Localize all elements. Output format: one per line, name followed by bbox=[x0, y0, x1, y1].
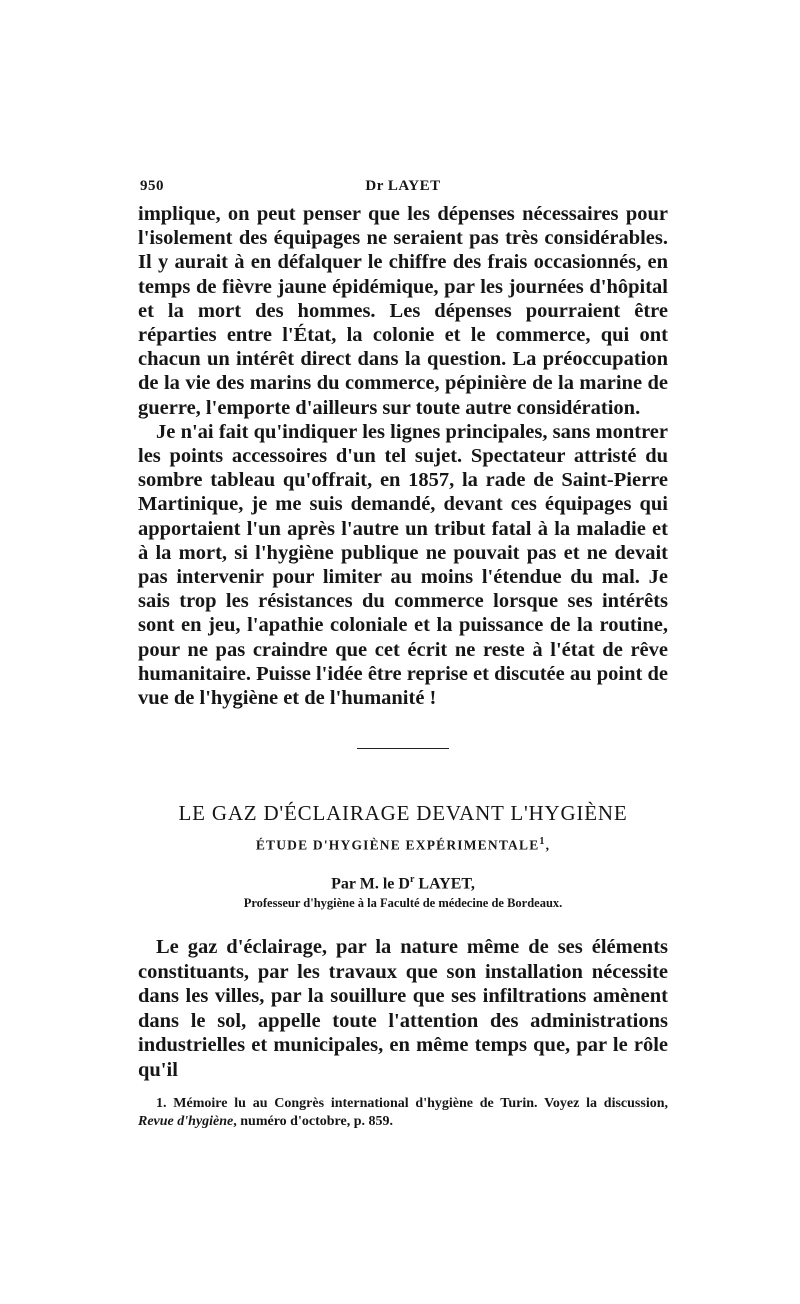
byline-prefix: Par M. le D bbox=[331, 875, 410, 893]
byline-author: LAYET, bbox=[414, 875, 475, 893]
article-subtitle bbox=[138, 836, 668, 854]
article-title: LE GAZ D'ÉCLAIRAGE DEVANT L'HYGIÈNE bbox=[178, 801, 628, 826]
footnote bbox=[138, 1095, 668, 1132]
article-body: Le gaz d'éclairage, par la nature même de ses éléments constituants, par les travaux que son installation nécessite dans les villes, par la souillure que ses infiltrations amènent dans le sol, appelle toute l'attention des administrations industrielles et municipales, en même temps que, par le rôle qu'il bbox=[138, 936, 668, 1082]
footnote-text-end: , numéro d'octobre, p. 859. bbox=[233, 1114, 393, 1130]
footnote-marker: 1. bbox=[156, 1095, 167, 1111]
page-number: 950 bbox=[140, 178, 164, 194]
running-head bbox=[138, 172, 668, 196]
paragraph: Je n'ai fait qu'indiquer les lignes principales, sans montrer les points accessoires d'un tel sujet. Spectateur attristé du sombre tableau qu'offrait, en 1857, la rade de Saint-Pierre Martinique, je me suis demandé, devant ces équipages qui apportaient l'un après l'autre un tribut fatal à la maladie et à la mort, si l'hygiène publique ne pouvait pas et ne devait pas intervenir pour limiter au moins l'étendue du mal. Je sais trop les résistances du commerce lorsque ses intérêts sont en jeu, l'apathie coloniale et la puissance de la routine, pour ne pas craindre que cet écrit ne reste à l'état de rêve humanitaire. Puisse l'idée être reprise et discutée au point de vue de l'hygiène et de l'humanité ! bbox=[138, 420, 668, 710]
subtitle-punctuation: , bbox=[545, 837, 551, 853]
footnote-journal: Revue d'hygiène bbox=[138, 1114, 234, 1130]
footnote-text: Mémoire lu au Congrès international d'hygiène de Turin. Voyez la discussion, bbox=[166, 1095, 668, 1111]
paragraph-continued: implique, on peut penser que les dépenses nécessaires pour l'isolement des équipages ne seraient pas très considérables. Il y aurait à en défalquer le chiffre des frais occasionnés, en temps de fièvre jaune épidémique, par les journées d'hôpital et la mort des hommes. Les dépenses pourraient être réparties entre l'État, la colonie et le commerce, qui ont chacun un intérêt direct dans la question. La préoccupation de la vie des marins du commerce, pépinière de la marine de guerre, l'emporte d'ailleurs sur toute autre considération. bbox=[138, 203, 668, 419]
byline-title-sup: r bbox=[409, 873, 415, 885]
footnote-reference: 1 bbox=[539, 836, 546, 848]
continued-text bbox=[138, 202, 668, 710]
byline bbox=[138, 874, 668, 893]
page bbox=[138, 172, 668, 1132]
subtitle-text: ÉTUDE D'HYGIÈNE EXPÉRIMENTALE bbox=[255, 837, 540, 853]
author-affiliation: Professeur d'hygiène à la Faculté de médecine de Bordeaux. bbox=[243, 896, 563, 911]
running-title: Dr LAYET bbox=[365, 178, 441, 194]
section-divider bbox=[357, 748, 449, 749]
